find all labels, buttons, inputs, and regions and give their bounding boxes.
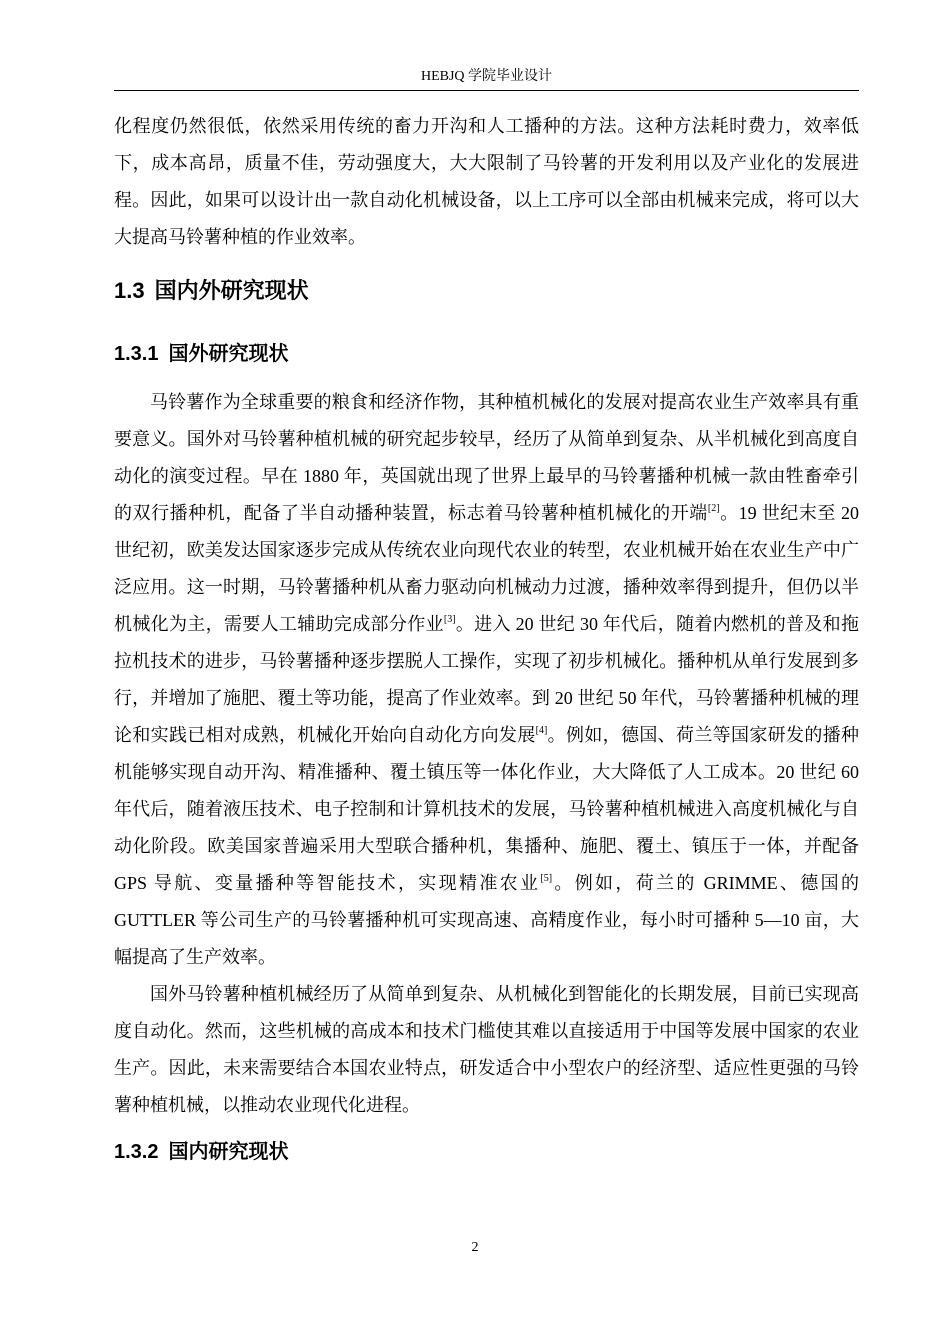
citation: [3] xyxy=(443,614,456,625)
page-content xyxy=(114,108,859,1166)
citation: [2] xyxy=(707,503,720,514)
body-paragraph-1 xyxy=(114,384,859,976)
page-number: 2 xyxy=(471,1240,479,1255)
text-run: 。进入 20 世纪 30 年代后，随着内燃机的普及和拖拉机技术的进步，马铃薯播种逐步摆脱人工操作，实现了初步机械化。播种机从单行发展到多行，并增加了施肥、覆土等功能，提高了作业效率。到 20 世纪 50 年代，马铃薯播种机械的理论和实践已相对成熟，机械化开始向自动化方向发展 xyxy=(114,614,860,745)
body-paragraph-2: 国外马铃薯种植机械经历了从简单到复杂、从机械化到智能化的长期发展，目前已实现高度自动化。然而，这些机械的高成本和技术门槛使其难以直接适用于中国等发展中国家的农业生产。因此，未来需要结合本国农业特点，研发适合中小型农户的经济型、适应性更强的马铃薯种植机械，以推动农业现代化进程。 xyxy=(114,984,859,1115)
text-run: 。例如，德国、荷兰等国家研发的播种机能够实现自动开沟、精准播种、覆土镇压等一体化作业，大大降低了人工成本。20 世纪 60 年代后，随着液压技术、电子控制和计算机技术的发展，马铃薯种植机械进入高度机械化与自动化阶段。欧美国家普遍采用大型联合播种机，集播种、施肥、覆土、镇压于一体，并配备 GPS 导航、变量播种等智能技术，实现精准农业 xyxy=(114,725,860,893)
section-heading-1-3 xyxy=(114,276,859,306)
text-run: 。19 世纪末至 20 世纪初，欧美发达国家逐步完成从传统农业向现代农业的转型，农业机械开始在农业生产中广泛应用。这一时期，马铃薯播种机从畜力驱动向机械动力过渡，播种效率得到提升，但仍以半机械化为主，需要人工辅助完成部分作业 xyxy=(114,503,859,634)
section-title: 国内研究现状 xyxy=(168,1141,289,1163)
intro-paragraph: 化程度仍然很低，依然采用传统的畜力开沟和人工播种的方法。这种方法耗时费力，效率低下，成本高昂，质量不佳，劳动强度大，大大限制了马铃薯的开发利用以及产业化的发展进程。因此，如果可以设计出一款自动化机械设备，以上工序可以全部由机械来完成，将可以大大提高马铃薯种植的作业效率。 xyxy=(114,116,859,247)
citation: [5] xyxy=(540,873,553,884)
section-heading-1-3-2 xyxy=(114,1138,859,1166)
section-heading-1-3-1 xyxy=(114,340,859,368)
citation: [4] xyxy=(535,725,548,736)
text-run: 。例如，荷兰的 GRIMME、德国的 GUTTLER 等公司生产的马铃薯播种机可实现高速、高精度作业，每小时可播种 5—10 亩，大幅提高了生产效率。 xyxy=(114,873,859,967)
section-title: 国外研究现状 xyxy=(168,343,289,365)
running-header: HEBJQ 学院毕业设计 xyxy=(114,64,859,91)
section-number: 1.3.2 xyxy=(114,1141,159,1163)
section-number: 1.3.1 xyxy=(114,343,159,365)
section-number: 1.3 xyxy=(114,278,145,303)
text-run: 马铃薯作为全球重要的粮食和经济作物，其种植机械化的发展对提高农业生产效率具有重要意义。国外对马铃薯种植机械的研究起步较早，经历了从简单到复杂、从半机械化到高度自动化的演变过程。早在 1880 年，英国就出现了世界上最早的马铃薯播种机械一款由牲畜牵引的双行播种机，配备了半自动播种装置，标志着马铃薯种植机械化的开端 xyxy=(114,392,859,523)
section-title: 国内外研究现状 xyxy=(154,278,309,303)
